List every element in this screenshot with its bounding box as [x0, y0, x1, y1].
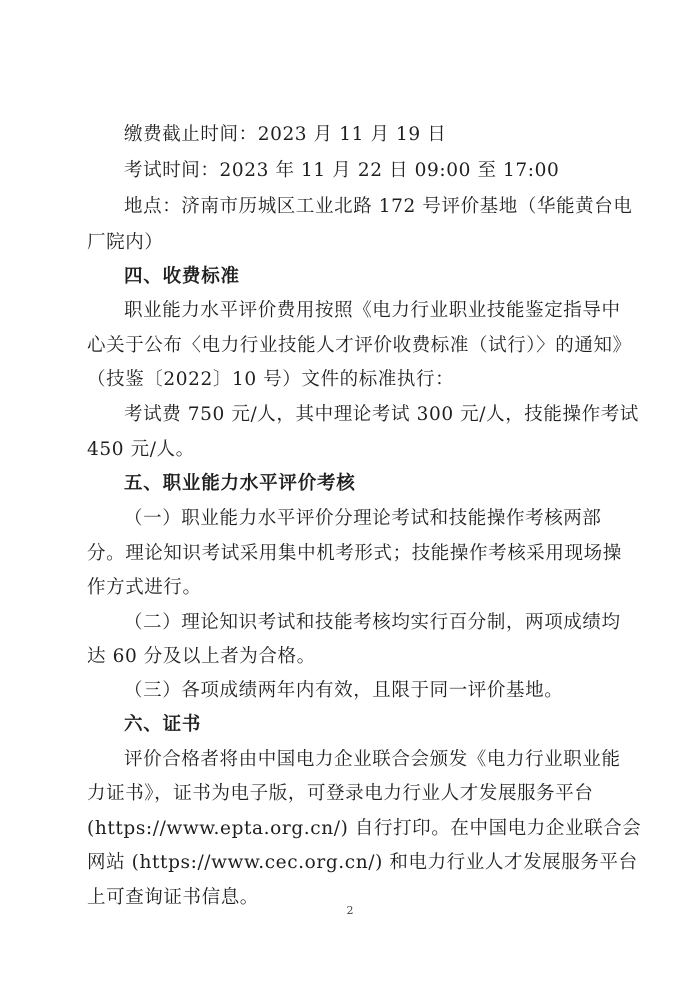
paragraph-line: 力证书》，证书为电子版，可登录电力行业人才发展服务平台	[87, 783, 594, 804]
payment-deadline-line: 缴费截止时间：2023 月 11 月 19 日	[124, 124, 447, 145]
paragraph-line: （一）职业能力水平评价分理论考试和技能操作考核两部	[124, 508, 602, 529]
page-number: 2	[346, 904, 354, 917]
paragraph-line: （三）各项成绩两年内有效，且限于同一评价基地。	[124, 680, 564, 701]
location-line-cont: 厂院内）	[87, 232, 164, 253]
paragraph-line: 450 元/人。	[87, 439, 195, 460]
paragraph-line: 上可查询证书信息。	[87, 887, 259, 908]
paragraph-line: 心关于公布〈电力行业技能人才评价收费标准（试行）〉的通知》	[87, 335, 632, 356]
paragraph-line: 分。理论知识考试采用集中机考形式；技能操作考核采用现场操	[87, 543, 622, 564]
section-heading-fees: 四、收费标准	[124, 266, 240, 287]
paragraph-line: （技鉴〔2022〕10 号）文件的标准执行：	[87, 369, 455, 390]
section-heading-assessment: 五、职业能力水平评价考核	[124, 473, 356, 494]
exam-time-line: 考试时间：2023 年 11 月 22 日 09:00 至 17:00	[124, 160, 560, 181]
paragraph-line: 达 60 分及以上者为合格。	[87, 646, 316, 667]
paragraph-line: 评价合格者将由中国电力企业联合会颁发《电力行业职业能	[124, 749, 621, 770]
paragraph-line: （二）理论知识考试和技能考核均实行百分制，两项成绩均	[124, 612, 621, 633]
paragraph-line: 职业能力水平评价费用按照《电力行业职业技能鉴定指导中	[124, 300, 621, 321]
paragraph-line: (https://www.epta.org.cn/) 自行打印。在中国电力企业联合会	[87, 818, 642, 839]
section-heading-certificate: 六、证书	[124, 714, 202, 735]
paragraph-line: 考试费 750 元/人，其中理论考试 300 元/人，技能操作考试	[124, 404, 639, 425]
location-line: 地点：济南市历城区工业北路 172 号评价基地（华能黄台电	[124, 196, 633, 217]
paragraph-line: 网站 (https://www.cec.org.cn/) 和电力行业人才发展服务平台	[87, 852, 638, 873]
paragraph-line: 作方式进行。	[87, 577, 202, 598]
